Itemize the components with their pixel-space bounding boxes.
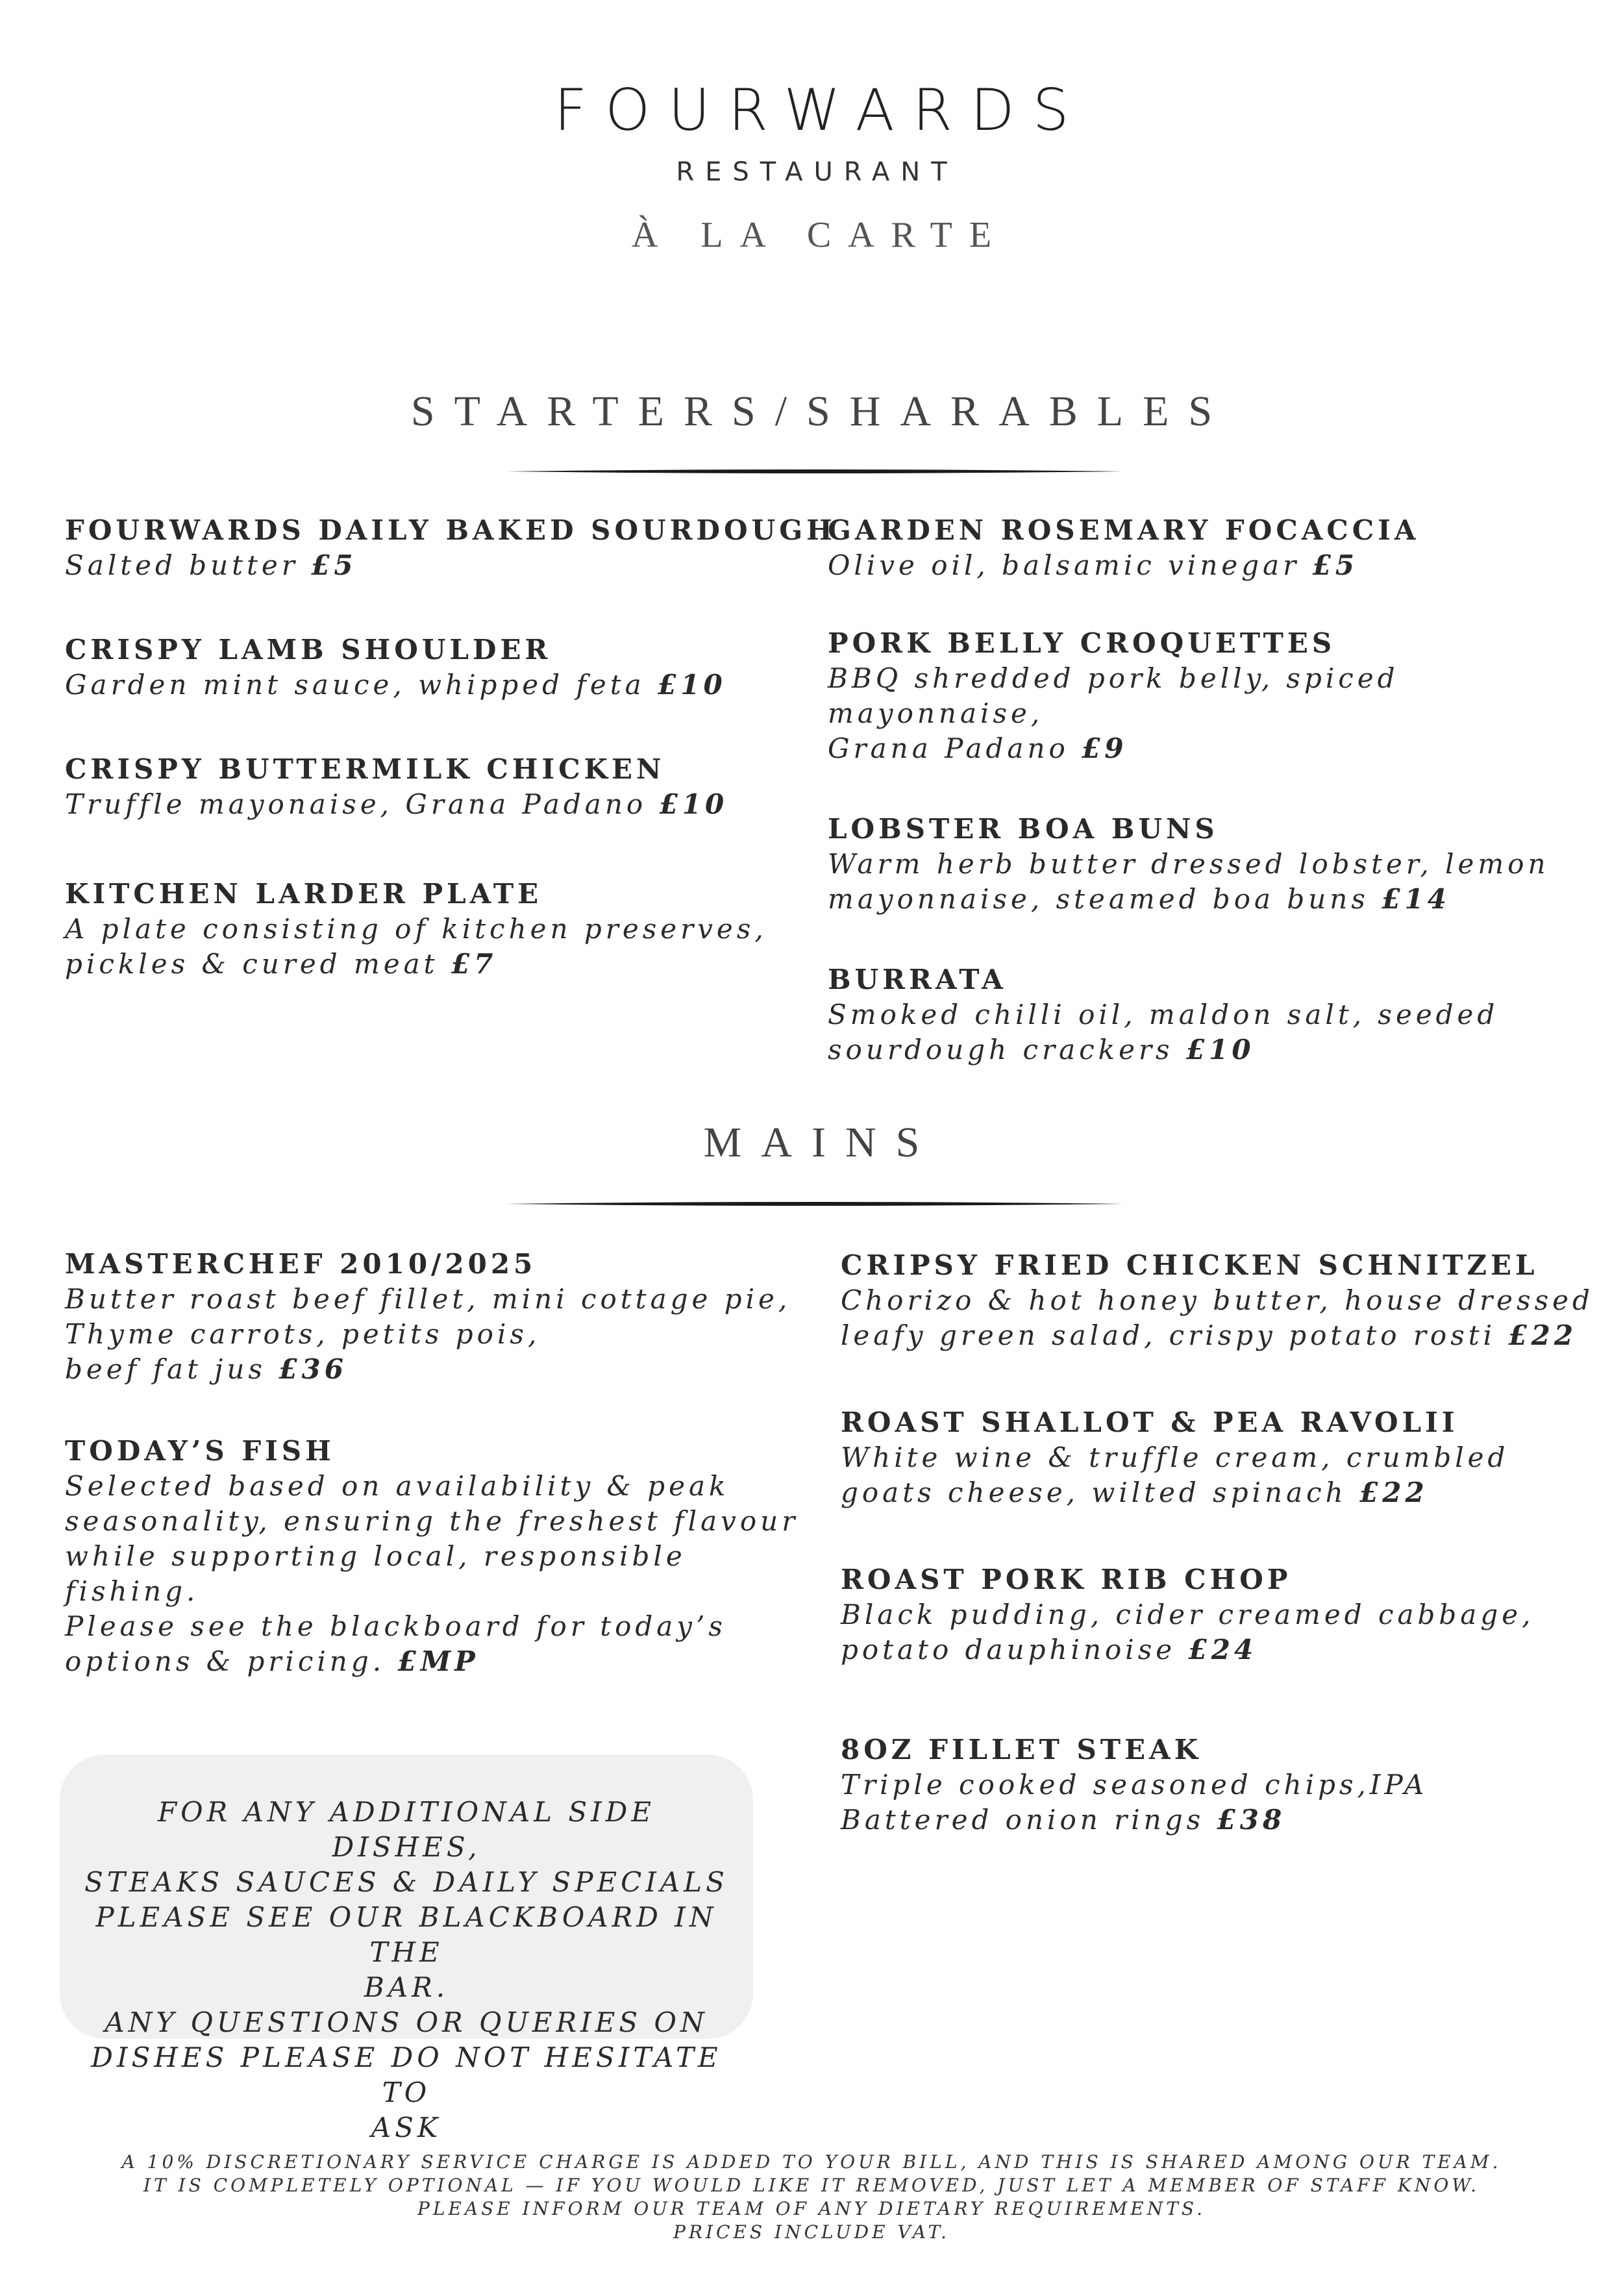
item-description: Truffle mayonaise, Grana Padano £10 — [65, 788, 728, 820]
menu-item — [828, 626, 1594, 766]
menu-item — [828, 513, 1594, 583]
menu-item — [841, 1405, 1607, 1510]
footer-service-charge: A 10% DISCRETIONARY SERVICE CHARGE IS ADDED TO YOUR BILL, AND THIS IS SHARED AMONG OUR TEAM. — [121, 2151, 1502, 2173]
menu-item — [65, 752, 831, 822]
footer-optional-note: IT IS COMPLETELY OPTIONAL — IF YOU WOULD LIKE IT REMOVED, JUST LET A MEMBER OF STAFF KNOW. — [143, 2175, 1480, 2196]
section-title-starters: STARTERS/SHARABLES — [410, 388, 1232, 435]
item-name: ROAST PORK RIB CHOP — [841, 1564, 1292, 1595]
menu-item — [65, 1247, 831, 1387]
menu-item — [828, 962, 1594, 1067]
section-title-mains: MAINS — [703, 1119, 939, 1166]
notice-specials-text: FOR ANY ADDITIONAL SIDE DISHES, STEAKS SAUCES & DAILY SPECIALS PLEASE SEE OUR BLACKBOARD IN THE BAR. — [84, 1796, 728, 2003]
item-price: £MP — [397, 1645, 479, 1677]
item-description: A plate consisting of kitchen preserves, pickles & cured meat £7 — [65, 913, 767, 980]
item-price: £10 — [659, 788, 728, 820]
item-description: Garden mint sauce, whipped feta £10 — [65, 669, 726, 701]
starters-right-column — [828, 513, 1594, 1117]
footer-notes — [0, 2151, 1623, 2244]
footer-vat-note: PRICES INCLUDE VAT. — [673, 2221, 950, 2243]
specials-notice-box — [60, 1754, 753, 2143]
mains-left-column — [65, 1247, 831, 1728]
item-price: £5 — [311, 549, 357, 581]
item-description: Triple cooked seasoned chips,IPA Battered onion rings £38 — [841, 1769, 1428, 1836]
item-name: MASTERCHEF 2010/2025 — [65, 1248, 537, 1280]
item-price: £14 — [1381, 883, 1450, 915]
restaurant-subtitle: RESTAURANT — [676, 157, 958, 187]
item-name: 8OZ FILLET STEAK — [841, 1734, 1202, 1766]
menu-item — [65, 513, 836, 583]
item-description: BBQ shredded pork belly, spiced mayonnaise, Grana Padano £9 — [828, 662, 1399, 764]
item-price: £5 — [1312, 549, 1359, 581]
item-name: GARDEN ROSEMARY FOCACCIA — [828, 514, 1420, 546]
item-description: Chorizo & hot honey butter, house dressed leafy green salad, crispy potato rosti £22 — [841, 1284, 1594, 1351]
item-name: LOBSTER BOA BUNS — [828, 813, 1219, 845]
mains-right-column — [841, 1248, 1607, 1887]
item-description: Butter roast beef fillet, mini cottage pie, Thyme carrots, petits pois, beef fat jus £36 — [65, 1283, 791, 1385]
item-description: Smoked chilli oil, maldon salt, seeded sourdough crackers £10 — [828, 999, 1499, 1066]
section-divider-mains — [506, 1201, 1123, 1206]
item-name: ROAST SHALLOT & PEA RAVOLII — [841, 1406, 1459, 1438]
section-divider-starters — [506, 469, 1123, 474]
item-name: BURRATA — [828, 964, 1007, 995]
item-price: £7 — [451, 948, 497, 980]
item-description: Selected based on availability & peak seasonality, ensuring the freshest flavour while supporting local, responsible fishing. Please see the blackboard for today’s options & pricing. £MP — [65, 1470, 799, 1677]
footer-dietary-note: PLEASE INFORM OUR TEAM OF ANY DIETARY REQUIREMENTS. — [417, 2198, 1206, 2219]
item-description: Warm herb butter dressed lobster, lemon mayonnaise, steamed boa buns £14 — [828, 848, 1550, 915]
item-price: £22 — [1508, 1319, 1578, 1351]
item-description: White wine & truffle cream, crumbled goats cheese, wilted spinach £22 — [841, 1441, 1509, 1508]
menu-type: À LA CARTE — [631, 215, 1009, 255]
item-name: KITCHEN LARDER PLATE — [65, 878, 543, 910]
menu-item — [65, 877, 831, 982]
item-price: £9 — [1082, 732, 1128, 764]
item-name: FOURWARDS DAILY BAKED SOURDOUGH — [65, 514, 836, 546]
starters-left-column — [65, 513, 836, 1031]
menu-item — [828, 812, 1594, 917]
item-price: £22 — [1359, 1477, 1428, 1508]
item-price: £10 — [1185, 1034, 1255, 1066]
menu-item — [841, 1562, 1607, 1667]
item-name: CRISPY LAMB SHOULDER — [65, 634, 552, 666]
menu-item — [841, 1248, 1607, 1353]
menu-item — [841, 1732, 1607, 1838]
notice-questions-text: ANY QUESTIONS OR QUERIES ON DISHES PLEASE DO NOT HESITATE TO ASK — [91, 2006, 722, 2143]
menu-item — [65, 1434, 831, 1679]
item-name: CRIPSY FRIED CHICKEN SCHNITZEL — [841, 1249, 1539, 1281]
item-price: £10 — [658, 669, 726, 701]
item-price: £24 — [1188, 1634, 1258, 1666]
item-description: Olive oil, balsamic vinegar £5 — [828, 549, 1359, 581]
item-name: CRISPY BUTTERMILK CHICKEN — [65, 753, 665, 785]
item-description: Salted butter £5 — [65, 549, 357, 581]
item-name: PORK BELLY CROQUETTES — [828, 627, 1336, 659]
item-price: £36 — [279, 1353, 347, 1385]
item-price: £38 — [1217, 1804, 1286, 1836]
restaurant-name: FOURWARDS — [554, 77, 1087, 144]
item-name: TODAY’S FISH — [65, 1435, 335, 1467]
item-description: Black pudding, cider creamed cabbage, potato dauphinoise £24 — [841, 1599, 1535, 1666]
menu-item — [65, 632, 831, 703]
